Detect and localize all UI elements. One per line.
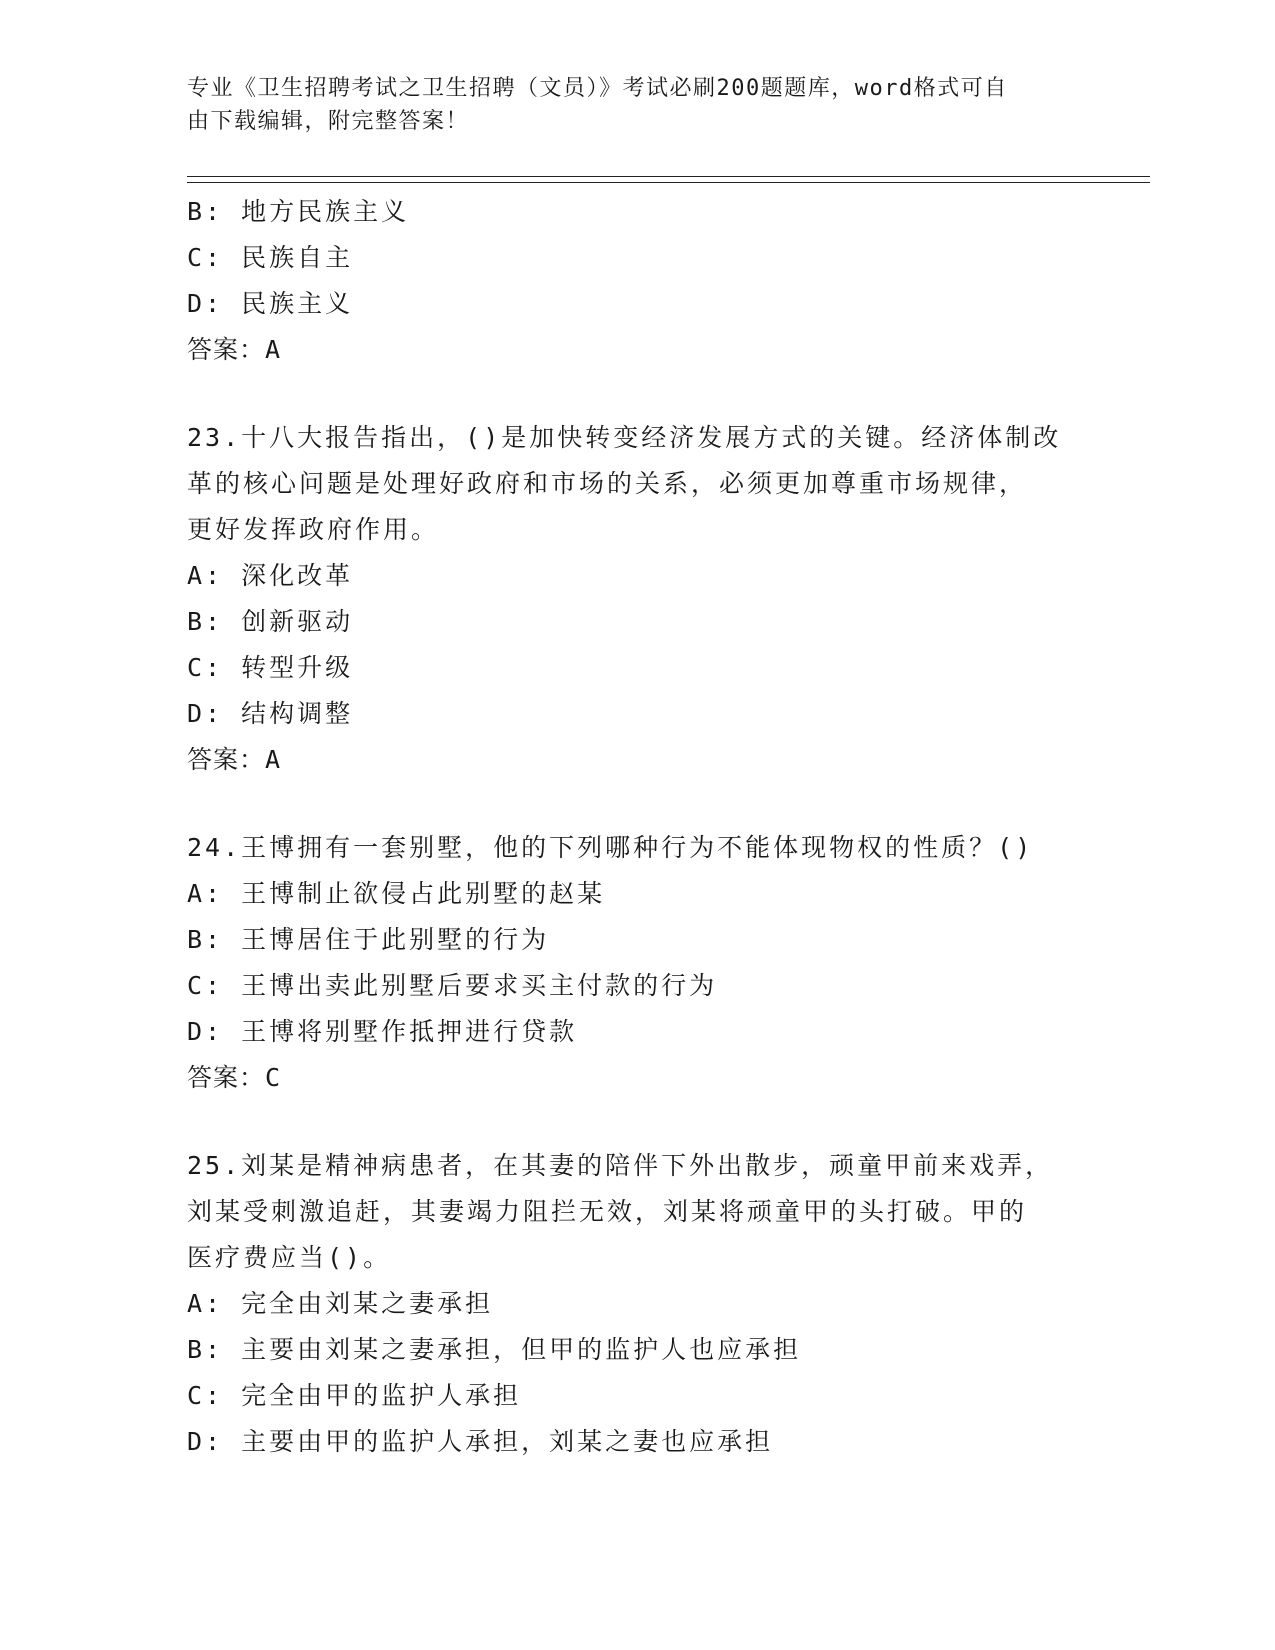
question-gap bbox=[187, 373, 1087, 415]
document-header bbox=[187, 72, 1067, 138]
option-c: C: 王博出卖此别墅后要求买主付款的行为 bbox=[187, 971, 718, 1000]
option-a: A: 王博制止欲侵占此别墅的赵某 bbox=[187, 879, 606, 908]
question-gap bbox=[187, 1101, 1087, 1143]
question-23 bbox=[187, 415, 1087, 783]
question-list bbox=[187, 189, 1087, 1465]
question-24 bbox=[187, 825, 1087, 1101]
question-stem-line: 医疗费应当()。 bbox=[187, 1243, 392, 1272]
question-stem-line: 24.王博拥有一套别墅，他的下列哪种行为不能体现物权的性质？() bbox=[187, 833, 1034, 862]
option-c: C: 民族自主 bbox=[187, 243, 354, 272]
header-line-2: 由下载编辑，附完整答案！ bbox=[187, 109, 470, 134]
answer: 答案：C bbox=[187, 1063, 282, 1092]
question-stem-line: 刘某受刺激追赶，其妻竭力阻拦无效，刘某将顽童甲的头打破。甲的 bbox=[187, 1197, 1028, 1226]
option-d: D: 王博将别墅作抵押进行贷款 bbox=[187, 1017, 578, 1046]
option-c: C: 转型升级 bbox=[187, 653, 354, 682]
answer: 答案：A bbox=[187, 745, 282, 774]
question-stem-line: 23.十八大报告指出，()是加快转变经济发展方式的关键。经济体制改 bbox=[187, 423, 1062, 452]
header-rule-bottom bbox=[187, 182, 1150, 183]
question-gap bbox=[187, 783, 1087, 825]
option-b: B: 创新驱动 bbox=[187, 607, 354, 636]
question-22-tail bbox=[187, 189, 1087, 373]
answer: 答案：A bbox=[187, 335, 282, 364]
question-stem-line: 更好发挥政府作用。 bbox=[187, 515, 440, 544]
question-25 bbox=[187, 1143, 1087, 1465]
option-d: D: 民族主义 bbox=[187, 289, 354, 318]
question-stem-line: 革的核心问题是处理好政府和市场的关系，必须更加尊重市场规律， bbox=[187, 469, 1028, 498]
option-a: A: 完全由刘某之妻承担 bbox=[187, 1289, 494, 1318]
option-d: D: 主要由甲的监护人承担，刘某之妻也应承担 bbox=[187, 1427, 774, 1456]
option-b: B: 主要由刘某之妻承担，但甲的监护人也应承担 bbox=[187, 1335, 802, 1364]
option-c: C: 完全由甲的监护人承担 bbox=[187, 1381, 522, 1410]
option-b: B: 地方民族主义 bbox=[187, 197, 410, 226]
option-d: D: 结构调整 bbox=[187, 699, 354, 728]
header-rule-top bbox=[187, 176, 1150, 177]
header-line-1: 专业《卫生招聘考试之卫生招聘（文员）》考试必刷200题题库，word格式可自 bbox=[187, 76, 1008, 101]
option-b: B: 王博居住于此别墅的行为 bbox=[187, 925, 550, 954]
option-a: A: 深化改革 bbox=[187, 561, 354, 590]
question-stem-line: 25.刘某是精神病患者，在其妻的陪伴下外出散步，顽童甲前来戏弄， bbox=[187, 1151, 1054, 1180]
